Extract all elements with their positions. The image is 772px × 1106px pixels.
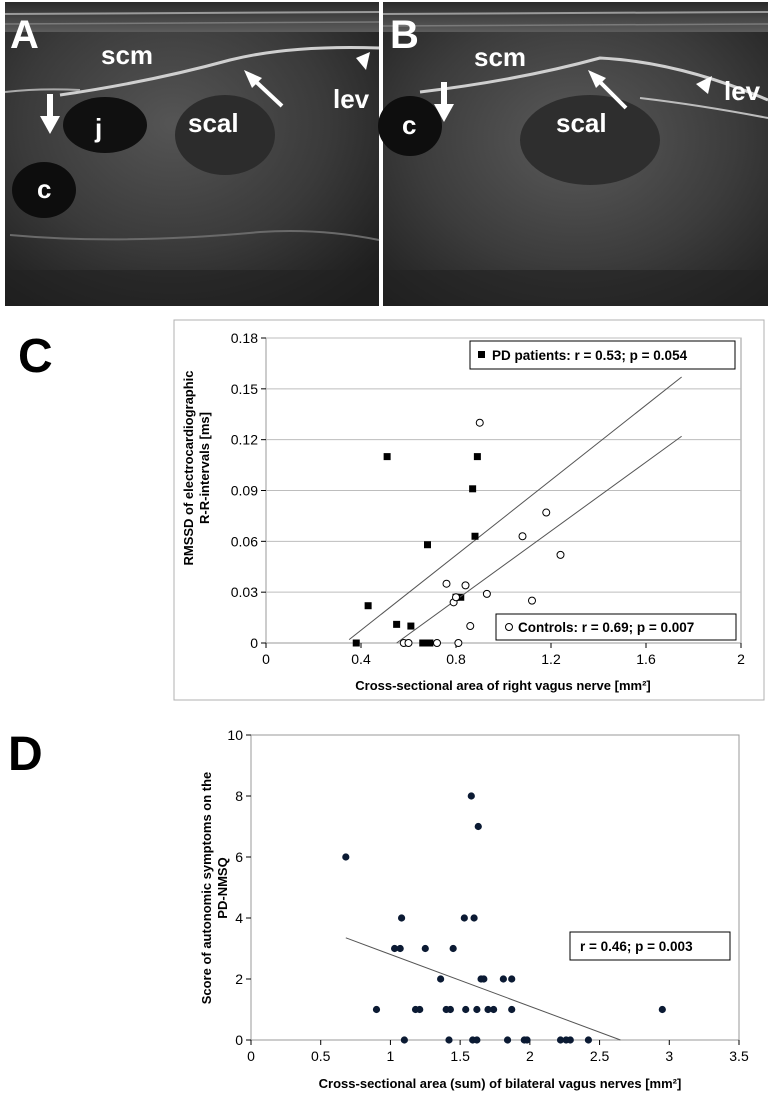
chart-d-ylabel-line1: Score of autonomic symptoms on the (199, 771, 214, 1005)
chart-c (181, 330, 745, 693)
d-xtick-label: 1.5 (450, 1048, 470, 1064)
c-point-controls (543, 509, 550, 516)
c-point-controls (453, 594, 460, 601)
legend-circle-marker (506, 624, 513, 631)
c-point-pd-patients (407, 623, 414, 630)
d-point (508, 975, 515, 982)
ultrasound-panel-b (378, 2, 768, 306)
chart-d-legend-text: r = 0.46; p = 0.003 (580, 939, 693, 954)
label-c-b: c (402, 110, 417, 140)
c-xtick-label: 2 (737, 651, 745, 667)
ultrasound-panel-a (5, 2, 379, 306)
c-xtick-label: 0.8 (446, 651, 466, 667)
d-xtick-label: 1 (386, 1048, 395, 1064)
c-xtick-label: 1.6 (636, 651, 656, 667)
d-point (462, 1006, 469, 1013)
c-point-pd-patients (469, 485, 476, 492)
c-point-controls (529, 597, 536, 604)
d-point (480, 975, 487, 982)
d-point (504, 1036, 511, 1043)
c-point-controls (455, 640, 462, 647)
c-ytick-label: 0.06 (230, 533, 258, 550)
c-xtick-label: 0 (262, 651, 270, 667)
d-ytick-label: 10 (227, 727, 243, 743)
d-point (508, 1006, 515, 1013)
d-point (397, 945, 404, 952)
panel-letter-d: D (8, 728, 43, 781)
d-point (461, 914, 468, 921)
d-point (445, 1036, 452, 1043)
c-point-controls (434, 640, 441, 647)
d-ytick-label: 8 (235, 788, 243, 804)
chart-d-ylabel-line2: PD-NMSQ (215, 857, 230, 919)
d-point (567, 1036, 574, 1043)
chart-c-legend-pd-text: PD patients: r = 0.53; p = 0.054 (492, 348, 688, 363)
jugular-vein (63, 97, 147, 153)
c-point-pd-patients (384, 453, 391, 460)
legend-square-marker (478, 351, 485, 358)
chart-d-xlabel: Cross-sectional area (sum) of bilateral vagus nerves [mm²] (318, 1076, 682, 1091)
c-point-pd-patients (353, 640, 360, 647)
c-point-pd-patients (422, 640, 429, 647)
c-point-controls (443, 580, 450, 587)
d-point (416, 1006, 423, 1013)
c-ytick-label: 0.18 (230, 330, 258, 346)
d-ytick-label: 2 (235, 971, 243, 987)
label-lev-b: lev (724, 76, 761, 106)
d-ytick-label: 4 (235, 910, 243, 926)
d-point (500, 975, 507, 982)
c-ytick-label: 0.15 (230, 380, 258, 397)
label-scm-b: scm (474, 42, 527, 72)
d-point (422, 945, 429, 952)
d-ytick-label: 0 (235, 1032, 243, 1048)
chart-c-ylabel-line1: RMSSD of electrocardiographic (181, 370, 196, 566)
chart-d-legend (570, 932, 730, 960)
label-scal: scal (188, 108, 239, 138)
chart-c-legend-controls (496, 614, 736, 640)
c-ytick-label: 0.09 (230, 482, 258, 499)
c-point-pd-patients (474, 453, 481, 460)
c-ytick-label: 0 (250, 635, 258, 651)
chart-c-xlabel: Cross-sectional area of right vagus nerve [mm²] (355, 678, 651, 693)
d-xtick-label: 0 (247, 1048, 255, 1064)
d-point (398, 914, 405, 921)
c-point-controls (405, 640, 412, 647)
d-point (475, 823, 482, 830)
label-c: c (37, 174, 52, 204)
d-point (473, 1036, 480, 1043)
panel-letter-c: C (18, 330, 53, 383)
d-point (450, 945, 457, 952)
panel-letter-a: A (10, 13, 39, 57)
c-xtick-label: 0.4 (351, 651, 371, 667)
c-point-pd-patients (365, 602, 372, 609)
chart-d-plot-area (251, 735, 739, 1040)
d-xtick-label: 2.5 (589, 1048, 610, 1064)
d-point (401, 1036, 408, 1043)
c-point-controls (557, 551, 564, 558)
c-point-pd-patients (393, 621, 400, 628)
c-point-controls (519, 533, 526, 540)
chart-c-ylabel-line2: R-R-intervals [ms] (197, 412, 212, 524)
chart-d (199, 727, 749, 1091)
chart-c-legend-controls-text: Controls: r = 0.69; p = 0.007 (518, 620, 695, 635)
d-point (585, 1036, 592, 1043)
d-point (490, 1006, 497, 1013)
label-scm: scm (101, 40, 154, 70)
c-point-pd-patients (424, 541, 431, 548)
d-ytick-label: 6 (235, 849, 243, 865)
d-point (342, 853, 349, 860)
d-xtick-label: 3 (665, 1048, 674, 1064)
d-point (473, 1006, 480, 1013)
label-j: j (95, 113, 103, 143)
d-point (470, 914, 477, 921)
d-xtick-label: 2 (525, 1048, 534, 1064)
d-point (437, 975, 444, 982)
d-point (447, 1006, 454, 1013)
c-point-controls (467, 623, 474, 630)
c-xtick-label: 1.2 (541, 651, 561, 667)
d-xtick-label: 3.5 (729, 1048, 749, 1064)
label-scal-b: scal (556, 108, 607, 138)
c-point-pd-patients (472, 533, 479, 540)
c-point-controls (476, 419, 483, 426)
c-point-controls (462, 582, 469, 589)
d-point (468, 792, 475, 799)
chart-c-legend-pd (470, 341, 735, 369)
c-ytick-label: 0.12 (230, 431, 258, 448)
label-lev: lev (333, 84, 370, 114)
c-ytick-label: 0.03 (230, 584, 258, 601)
d-point (523, 1036, 530, 1043)
c-point-controls (483, 590, 490, 597)
panel-letter-b: B (390, 13, 419, 57)
d-point (659, 1006, 666, 1013)
d-xtick-label: 0.5 (310, 1048, 331, 1064)
d-point (373, 1006, 380, 1013)
